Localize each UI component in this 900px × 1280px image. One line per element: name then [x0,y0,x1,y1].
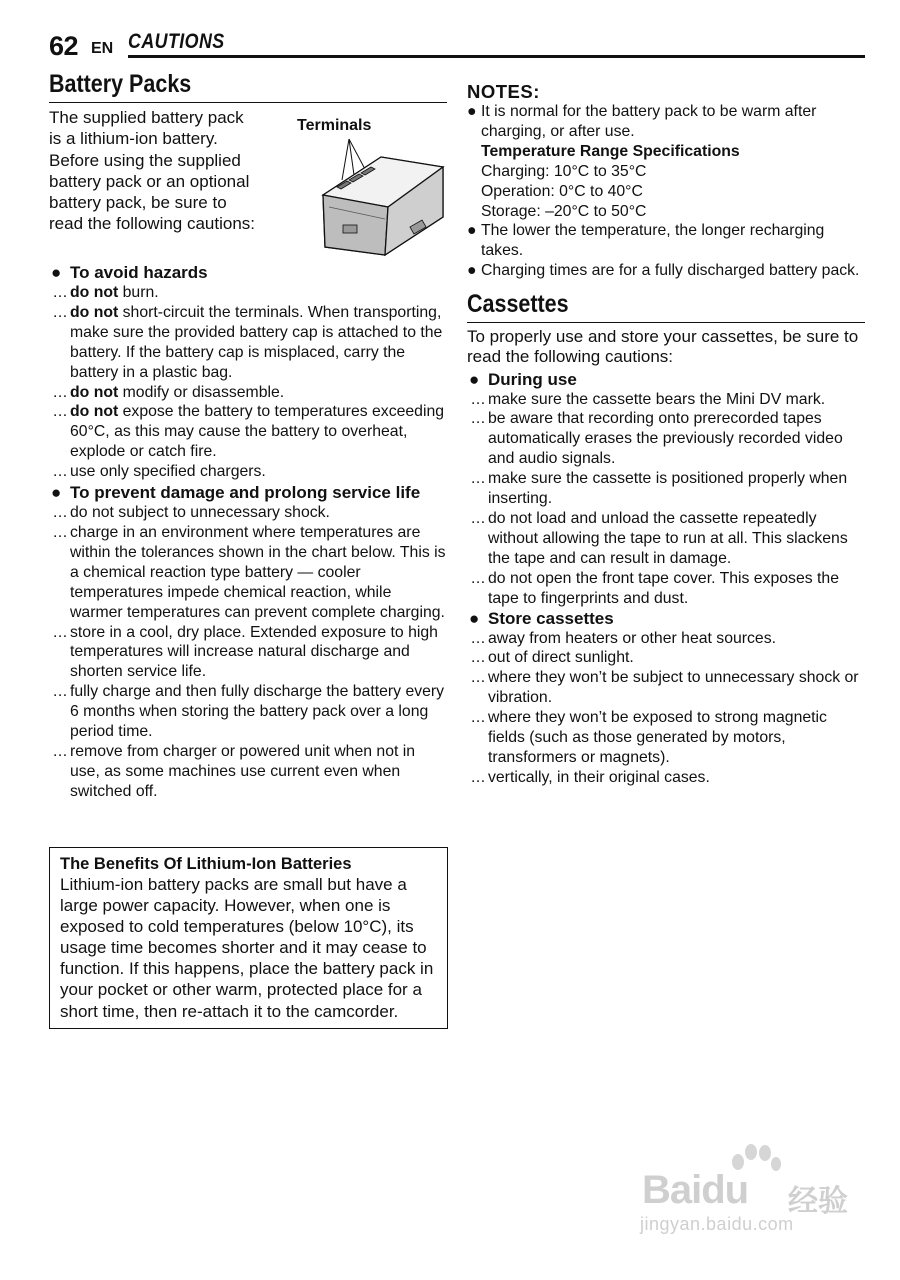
damage-item: ... charge in an environment where temperatures are within the tolerances shown in the chart below. This is a chemical reaction type battery — cooler temperatures impede chemical reaction, while warmer temperatures can prevent complete charging. [53,523,446,621]
battery-pack-illustration [293,107,447,257]
left-column [49,66,447,802]
bullet-icon: ● [51,483,62,503]
hazard-item: ... use only specified chargers. [53,463,266,481]
benefits-title: The Benefits Of Lithium-Ion Batteries [60,855,352,873]
watermark-logo-text: Baidu [642,1168,749,1212]
cassettes-intro: To properly use and store your cassettes, be sure to read the following cautions: [467,327,859,367]
during-use-item: ... do not load and unload the cassette repeatedly without allowing the tape to run at all. This slackens the tape and can result in damage. [471,510,848,567]
cassettes-section [467,286,865,788]
bullet-icon: ● [469,369,480,389]
bullet-icon: ● [51,263,62,282]
temperature-operation: Operation: 0°C to 40°C [481,182,643,200]
hazard-item: ... do not modify or disassemble. [53,383,285,401]
benefits-body: Lithium-ion battery packs are small but have a large power capacity. However, when one is exposed to cold temperatures (below 10°C), its usage time becomes shorter and it may cease to function. If this happens, place the battery pack in your pocket or other warm, protected place for a short time, then re-attach it to the camcorder. [60,875,434,1021]
store-item: ... where they won’t be subject to unnecessary shock or vibration. [471,669,859,707]
battery-intro: The supplied battery pack is a lithium-ion battery. Before using the supplied battery pack or an optional battery pack, be sure to read the following cautions: [49,108,256,234]
hazard-item: ... do not expose the battery to temperatures exceeding 60°C, as this may cause the battery to overheat, explode or catch fire. [53,403,445,461]
during-use-item: ... be aware that recording onto prerecorded tapes automatically erases the previously recorded video and audio signals. [471,410,843,468]
temperature-storage: Storage: –20°C to 50°C [481,202,647,220]
battery-section-rule [49,102,447,103]
hazards-heading: ● To avoid hazards [51,263,208,282]
battery-terminals-figure [293,107,447,257]
page-language: EN [91,40,114,57]
bullet-icon: ● [467,262,477,280]
during-use-item: ... make sure the cassette bears the Mini DV mark. [471,390,826,408]
during-use-item: ... make sure the cassette is positioned properly when inserting. [471,470,848,508]
bullet-icon: ● [467,222,477,240]
watermark-url: jingyan.baidu.com [640,1214,794,1234]
right-column [467,66,865,788]
page-number: 62 [49,31,79,61]
store-cassettes-heading: ● Store cassettes [469,608,614,628]
baidu-watermark [640,1142,860,1252]
page-section-title: CAUTIONS [128,30,225,53]
bullet-icon: ● [467,103,477,120]
cassettes-section-title: Cassettes [467,290,569,319]
during-use-heading: ● During use [469,369,577,389]
page-header [49,28,865,60]
damage-item: ... do not subject to unnecessary shock. [53,504,330,522]
temperature-charging: Charging: 10°C to 35°C [481,162,647,180]
benefits-box [49,847,448,1029]
during-use-item: ... do not open the front tape cover. This exposes the tape to fingerprints and dust. [471,569,839,607]
hazard-item: ... do not short-circuit the terminals. When transporting, make sure the provided battery cap is attached to the battery. If the battery cap is misplaced, carry the battery in a plastic bag. [53,303,443,381]
store-item: ... away from heaters or other heat sources. [471,629,776,647]
watermark-cn-text: 经验 [788,1185,848,1218]
damage-heading: ● To prevent damage and prolong service life [51,483,421,503]
note-item: ● Charging times are for a fully discharged battery pack. [467,262,860,280]
note-item: ● It is normal for the battery pack to be warm after charging, or after use. [467,103,817,140]
temperature-range-title: Temperature Range Specifications [481,142,740,160]
store-item: ... vertically, in their original cases. [471,768,710,786]
notes-title: NOTES: [467,81,540,102]
terminals-label: Terminals [297,117,372,134]
bullet-icon: ● [469,608,480,628]
damage-item: ... store in a cool, dry place. Extended exposure to high temperatures will increase natural discharge and shorten service life. [53,623,438,681]
battery-section-title: Battery Packs [49,70,192,98]
store-item: ... where they won’t be exposed to strong magnetic fields (such as those generated by motors, transformers or magnets). [471,709,827,766]
damage-item: ... remove from charger or powered unit when not in use, as some machines use current even when switched off. [53,742,416,800]
damage-item: ... fully charge and then fully discharge the battery every 6 months when storing the battery pack over a long period time. [53,683,445,741]
hazard-item: ... do not burn. [53,284,159,301]
note-item: ● The lower the temperature, the longer recharging takes. [467,222,825,260]
header-rule [128,55,865,58]
store-item: ... out of direct sunlight. [471,649,634,667]
battery-intro-block [49,107,447,263]
cassettes-section-rule [467,322,865,323]
